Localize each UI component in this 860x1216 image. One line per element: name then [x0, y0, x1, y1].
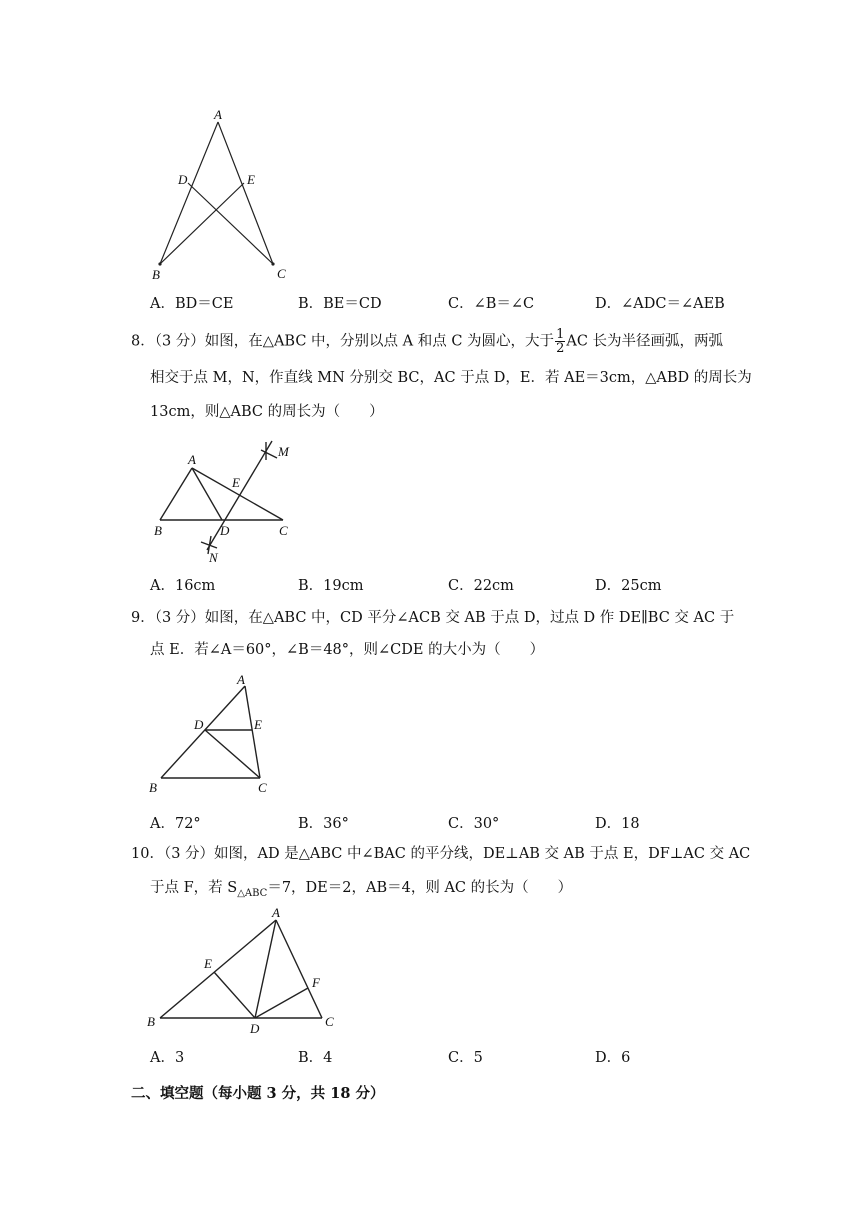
q10-label-f: F — [312, 975, 320, 990]
q7-option-c: C．∠B＝∠C — [448, 296, 535, 312]
q9-label-a: A — [237, 672, 245, 687]
q9-label-e: E — [254, 717, 262, 732]
q8-label-a: A — [188, 452, 196, 467]
q8-side-ab — [160, 468, 192, 520]
q9-option-c: C．30° — [448, 816, 500, 832]
q10-area-subscript: △ABC — [237, 887, 268, 899]
q7-option-d: D．∠ADC＝∠AEB — [595, 296, 725, 312]
q10-stem-line1: 10．（3 分）如图，AD 是△ABC 中∠BAC 的平分线，DE⊥AB 交 AB 于点 E，DF⊥AC 交 AC — [131, 846, 751, 862]
q8-line-mn — [207, 441, 272, 550]
q7-figure — [140, 100, 310, 285]
q9-stem-line1: 9．（3 分）如图，在△ABC 中，CD 平分∠ACB 交 AB 于点 D，过点 D 作 DE∥BC 交 AC 于 — [131, 610, 735, 626]
q8-arc-m1 — [261, 450, 277, 458]
q10-option-b: B．4 — [298, 1050, 333, 1066]
q10-stem-part2: ＝7，DE＝2，AB＝4，则 AC 的长为（ ） — [267, 880, 573, 896]
q10-option-c: C．5 — [448, 1050, 483, 1066]
q10-side-ac — [276, 920, 322, 1018]
q8-stem-line2: 相交于点 M，N，作直线 MN 分别交 BC，AC 于点 D，E．若 AE＝3cm，△ABD 的周长为 — [150, 370, 752, 386]
q8-figure — [145, 438, 305, 568]
q7-label-d: D — [178, 172, 188, 187]
q7-segment-eb — [160, 183, 244, 264]
q10-label-a: A — [272, 905, 280, 920]
q10-label-e: E — [204, 956, 212, 971]
q8-stem-line1 — [131, 328, 723, 355]
q7-label-e: E — [247, 172, 255, 187]
q9-side-ac — [245, 686, 260, 778]
q9-label-d: D — [194, 717, 204, 732]
q9-option-a: A．72° — [150, 816, 201, 832]
q10-option-a: A．3 — [150, 1050, 185, 1066]
q8-label-e: E — [232, 475, 240, 490]
q9-label-c: C — [258, 780, 267, 795]
q9-option-d: D．18 — [595, 816, 640, 832]
q9-option-b: B．36° — [298, 816, 349, 832]
q8-stem-line3: 13cm，则△ABC 的周长为（ ） — [150, 404, 384, 420]
q8-option-a: A．16cm — [150, 578, 216, 594]
q7-label-a: A — [214, 107, 222, 122]
q10-segment-de — [214, 972, 255, 1018]
q8-label-m: M — [278, 444, 289, 459]
q7-side-ac — [218, 122, 273, 264]
q9-side-ab — [161, 686, 245, 778]
q8-label-n: N — [209, 550, 218, 565]
q9-stem-line2: 点 E．若∠A＝60°，∠B＝48°，则∠CDE 的大小为（ ） — [150, 642, 545, 658]
section-title-fill-in: 二、填空题（每小题 3 分，共 18 分） — [131, 1085, 385, 1102]
q7-option-b: B．BE＝CD — [298, 296, 382, 312]
q10-stem-line2 — [150, 878, 572, 904]
q9-figure — [145, 670, 280, 798]
q8-option-b: B．19cm — [298, 578, 364, 594]
q7-segment-dc — [188, 183, 273, 264]
q8-fraction-denominator: 2 — [556, 341, 565, 356]
q8-label-b: B — [154, 523, 162, 538]
q10-segment-df — [255, 988, 308, 1018]
q8-label-c: C — [279, 523, 288, 538]
q10-option-d: D．6 — [595, 1050, 631, 1066]
q8-option-d: D．25cm — [595, 578, 662, 594]
q8-stem-part1: 8．（3 分）如图，在△ABC 中，分别以点 A 和点 C 为圆心，大于 — [131, 333, 555, 350]
q10-figure — [140, 903, 345, 1038]
q9-segment-dc — [205, 730, 260, 778]
q10-label-b: B — [147, 1014, 155, 1029]
q8-fraction-numerator: 1 — [556, 327, 565, 342]
q7-side-ab — [160, 122, 218, 264]
q10-label-d: D — [250, 1021, 260, 1036]
q7-label-b: B — [152, 267, 160, 282]
q10-stem-part1: 于点 F，若 S — [150, 880, 238, 896]
q7-label-c: C — [277, 266, 286, 281]
q9-label-b: B — [149, 780, 157, 795]
q8-label-d: D — [220, 523, 230, 538]
q8-stem-part2: AC 长为半径画弧，两弧 — [566, 333, 724, 350]
q8-option-c: C．22cm — [448, 578, 514, 594]
q7-option-a: A．BD＝CE — [150, 296, 234, 312]
q8-fraction — [555, 328, 565, 355]
q10-label-c: C — [325, 1014, 334, 1029]
